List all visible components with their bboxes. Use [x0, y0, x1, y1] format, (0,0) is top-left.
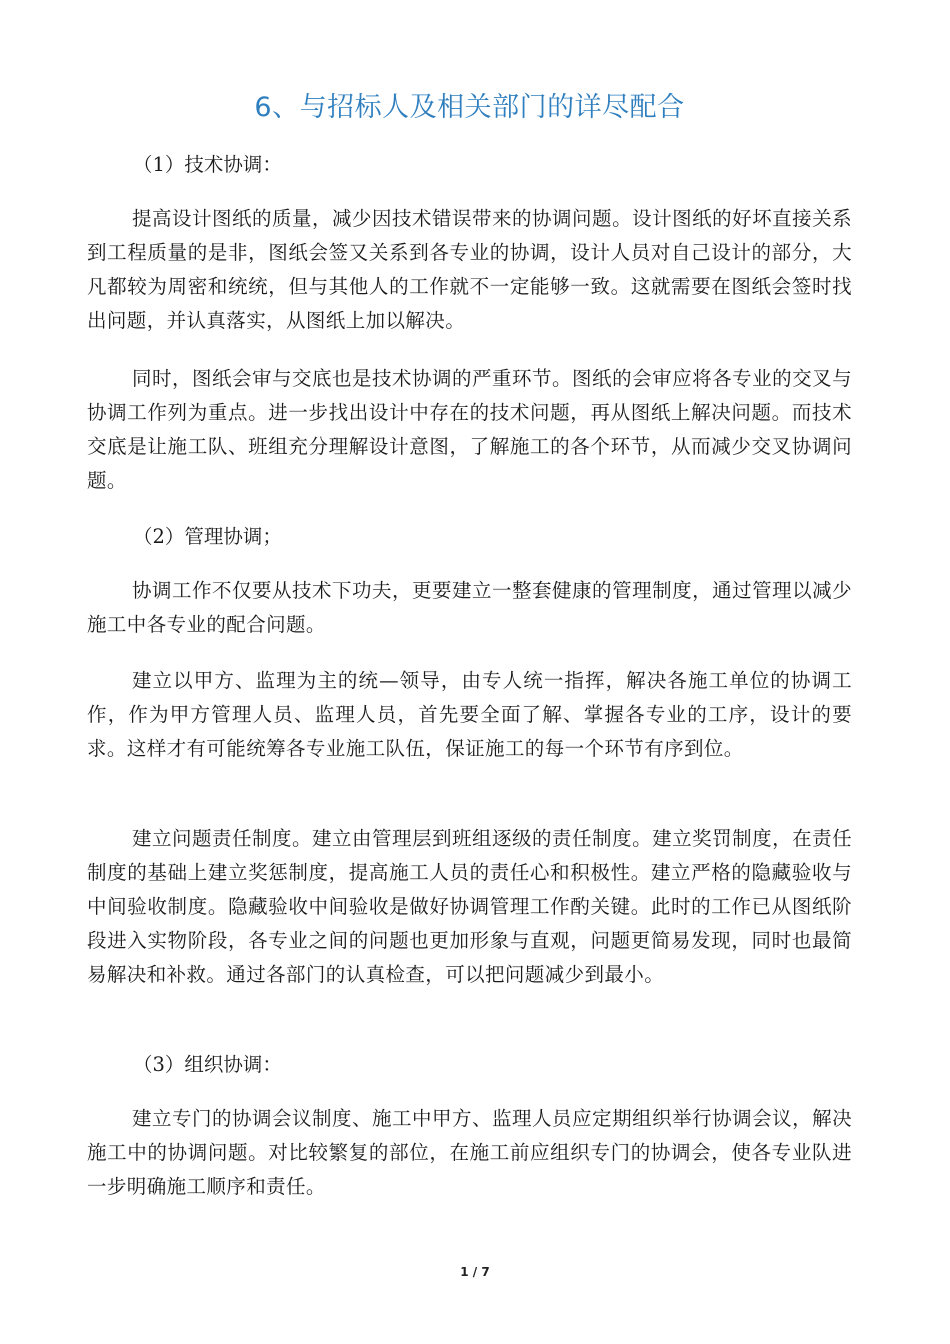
page-number: 1 / 7 [460, 1265, 490, 1279]
section-heading-management: （2）管理协调； [133, 525, 282, 548]
paragraph: 建立以甲方、监理为主的统—领导，由专人统一指挥，解决各施工单位的协调工作，作为甲方管理人员、监理人员，首先要全面了解、掌握各专业的工序，设计的要求。这样才有可能统筹各专业施工队伍，保证施工的每一个环节有序到位。 [87, 669, 852, 760]
paragraph: 建立问题责任制度。建立由管理层到班组逐级的责任制度。建立奖罚制度，在责任制度的基础上建立奖惩制度，提高施工人员的责任心和积极性。建立严格的隐藏验收与中间验收制度。隐藏验收中间验收是做好协调管理工作酌关键。此时的工作已从图纸阶段进入实物阶段，各专业之间的问题也更加形象与直观，问题更简易发现，同时也最简易解决和补救。通过各部门的认真检查，可以把问题减少到最小。 [87, 827, 852, 986]
paragraph: 协调工作不仅要从技术下功夫，更要建立一整套健康的管理制度，通过管理以减少施工中各专业的配合问题。 [87, 579, 852, 636]
paragraph: 同时，图纸会审与交底也是技术协调的严重环节。图纸的会审应将各专业的交叉与协调工作列为重点。进一步找出设计中存在的技术问题，再从图纸上解决问题。而技术交底是让施工队、班组充分理解设计意图，了解施工的各个环节，从而减少交叉协调问题。 [87, 367, 852, 492]
section-heading-organization: （3）组织协调： [133, 1053, 282, 1076]
section-heading-technical: （1）技术协调： [133, 153, 282, 176]
document-title: 6、与招标人及相关部门的详尽配合 [254, 92, 685, 123]
paragraph: 建立专门的协调会议制度、施工中甲方、监理人员应定期组织举行协调会议，解决施工中的协调问题。对比较繁复的部位，在施工前应组织专门的协调会，使各专业队进一步明确施工顺序和责任。 [87, 1107, 852, 1198]
paragraph: 提高设计图纸的质量，减少因技术错误带来的协调问题。设计图纸的好坏直接关系到工程质量的是非，图纸会签又关系到各专业的协调，设计人员对自己设计的部分，大凡都较为周密和统统，但与其他人的工作就不一定能够一致。这就需要在图纸会签时找出问题，并认真落实，从图纸上加以解决。 [87, 207, 852, 332]
